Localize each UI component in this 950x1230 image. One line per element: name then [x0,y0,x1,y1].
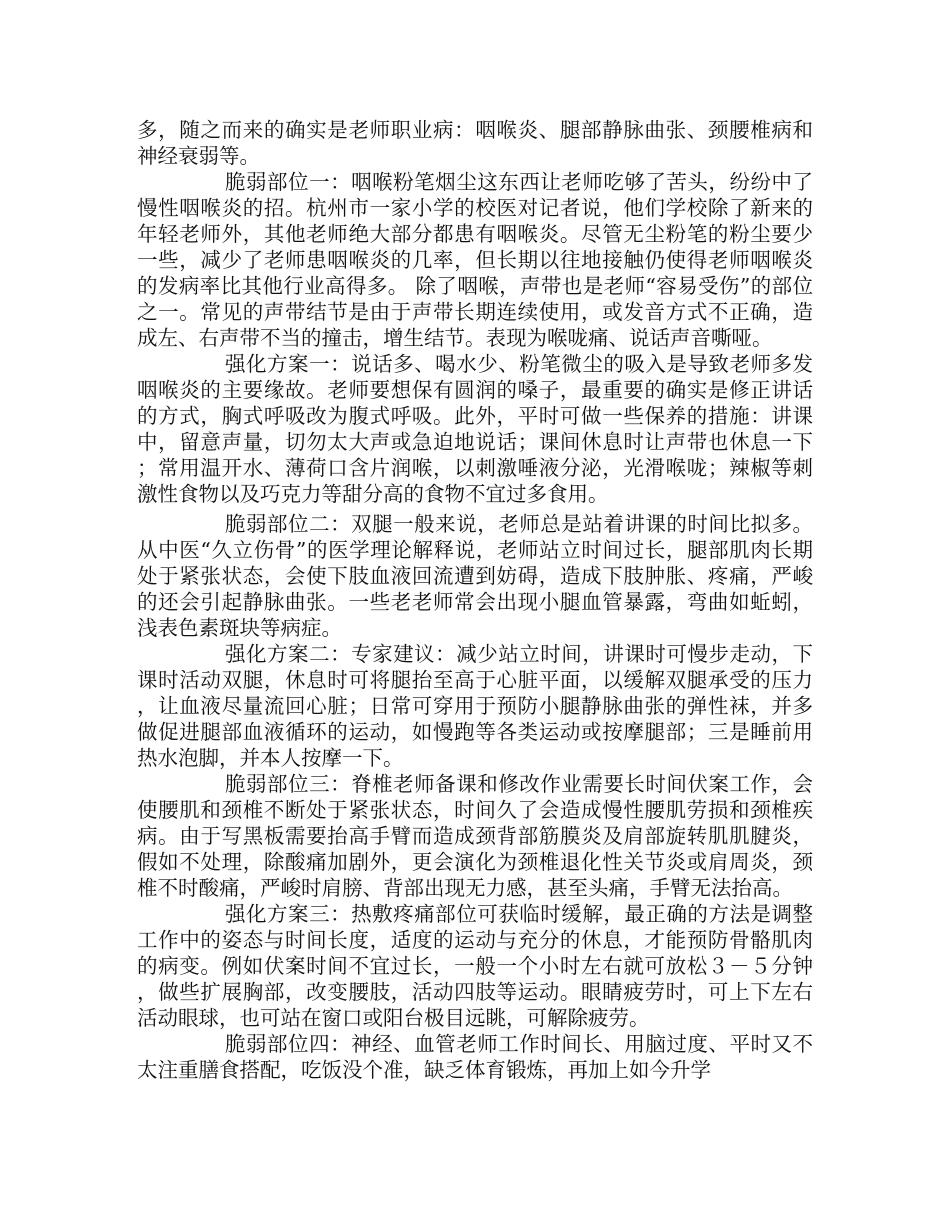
paragraph-plan-1: 强化方案一：说话多、喝水少、粉笔微尘的吸入是导致老师多发咽喉炎的主要缘故。老师要想保有圆润的嗓子，最重要的确实是修正讲话的方式，胸式呼吸改为腹式呼吸。此外，平时可做一些保养的措施：讲课中，留意声量，切勿太大声或急迫地说话；课间休息时让声带也休息一下；常用温开水、薄荷口含片润喉，以刺激唾液分泌，光滑喉咙；辣椒等刺激性食物以及巧克力等甜分高的食物不宜过多食用。 [137,352,813,506]
paragraph-weak-point-2: 脆弱部位二：双腿一般来说，老师总是站着讲课的时间比拟多。从中医“久立伤骨”的医学理论解释说，老师站立时间过长，腿部肌肉长期处于紧张状态，会使下肢血液回流遭到妨碍，造成下肢肿胀、疼痛，严峻的还会引起静脉曲张。一些老老师常会出现小腿血管暴露，弯曲如蚯蚓，浅表色素斑块等病症。 [137,512,813,640]
paragraph-weak-point-1: 脆弱部位一：咽喉粉笔烟尘这东西让老师吃够了苦头，纷纷中了慢性咽喉炎的招。杭州市一家小学的校医对记者说，他们学校除了新来的年轻老师外，其他老师绝大部分都患有咽喉炎。尽管无尘粉笔的粉尘要少一些，减少了老师患咽喉炎的几率，但长期以往地接触仍使得老师咽喉炎的发病率比其他行业高得多。 除了咽喉，声带也是老师“容易受伤”的部位之一。常见的声带结节是由于声带长期连续使用，或发音方式不正确，造成左、右声带不当的撞击，增生结节。表现为喉咙痛、说话声音嘶哑。 [137,170,813,350]
paragraph-weak-point-4: 脆弱部位四：神经、血管老师工作时间长、用脑过度、平时又不太注重膳食搭配，吃饭没个准，缺乏体育锻炼，再加上如今升学 [137,1032,813,1082]
paragraph-plan-2: 强化方案二：专家建议：减少站立时间，讲课时可慢步走动，下课时活动双腿，休息时可将腿抬至高于心脏平面，以缓解双腿承受的压力，让血液尽量流回心脏；日常可穿用于预防小腿静脉曲张的弹性袜，并多做促进腿部血液循环的运动，如慢跑等各类运动或按摩腿部；三是睡前用热水泡脚，并本人按摩一下。 [137,642,813,770]
paragraph-plan-3: 强化方案三：热敷疼痛部位可获临时缓解，最正确的方法是调整工作中的姿态与时间长度，适度的运动与充分的休息，才能预防骨骼肌肉的病变。例如伏案时间不宜过长，一般一个小时左右就可放松３－５分钟，做些扩展胸部，改变腰肢，活动四肢等运动。眼睛疲劳时，可上下左右活动眼球，也可站在窗口或阳台极目远眺，可解除疲劳。 [137,902,813,1030]
document-body [137,117,813,1083]
paragraph-weak-point-3: 脆弱部位三：脊椎老师备课和修改作业需要长时间伏案工作，会使腰肌和颈椎不断处于紧张状态，时间久了会造成慢性腰肌劳损和颈椎疾病。由于写黑板需要抬高手臂而造成颈背部筋膜炎及肩部旋转肌肌腱炎，假如不处理，除酸痛加剧外，更会演化为颈椎退化性关节炎或肩周炎，颈椎不时酸痛，严峻时肩膀、背部出现无力感，甚至头痛，手臂无法抬高。 [137,772,813,900]
paragraph-intro: 多，随之而来的确实是老师职业病：咽喉炎、腿部静脉曲张、颈腰椎病和神经衰弱等。 [137,118,813,168]
